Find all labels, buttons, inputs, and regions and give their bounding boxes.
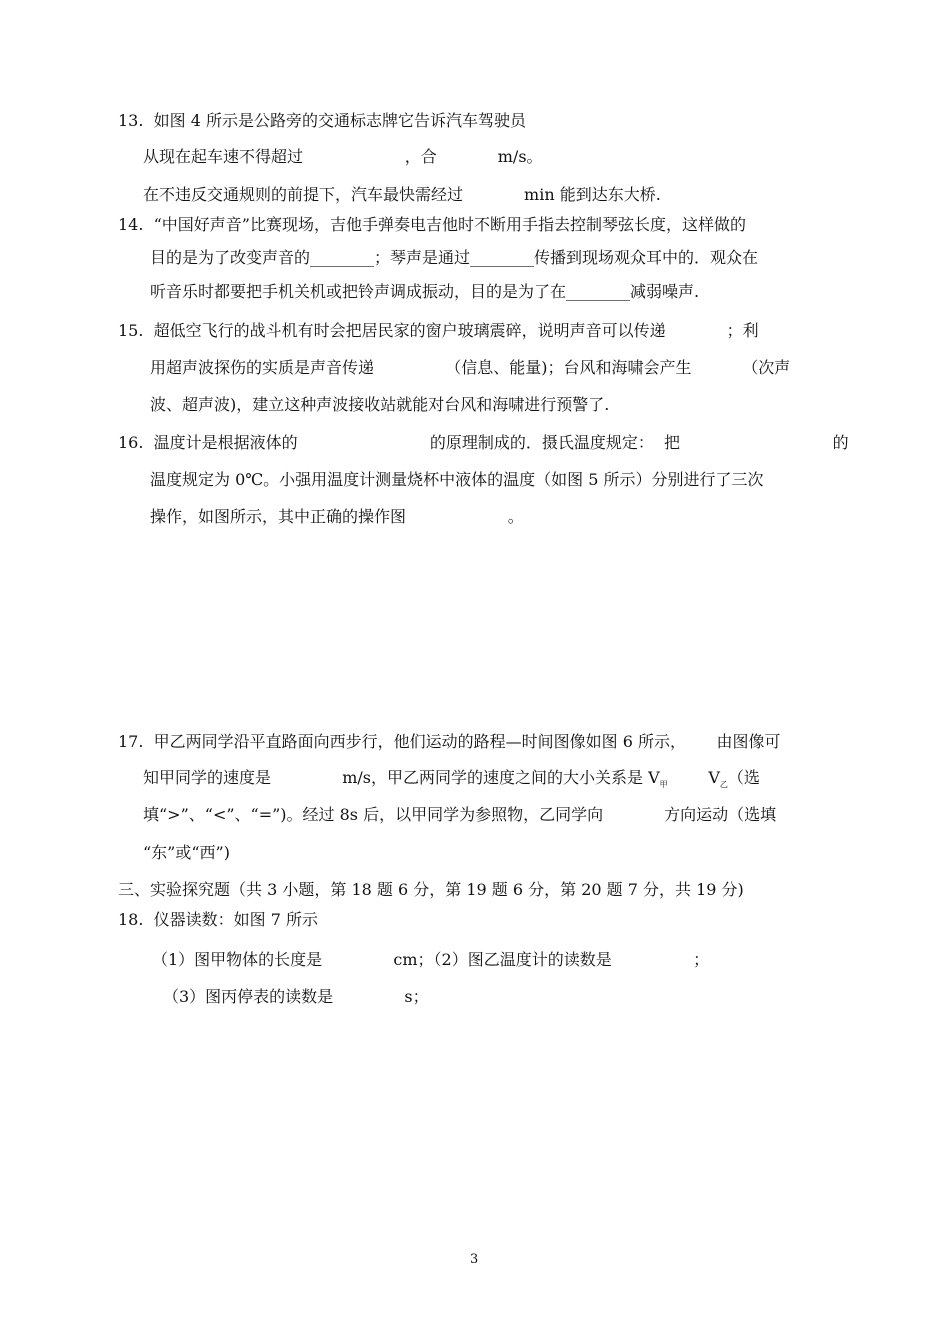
q18-line2: （1）图甲物体的长度是 cm；（2）图乙温度计的读数是 ； xyxy=(152,950,710,969)
q14-line2: 目的是为了改变声音的________；琴声是通过________传播到现场观众耳中的．观众在 xyxy=(150,248,759,267)
q17-line3: 填“>”、“<”、“=”)。经过 8s 后，以甲同学为参照物，乙同学向 方向运动（选填 xyxy=(143,805,777,824)
q15-line2: 用超声波探伤的实质是声音传递 （信息、能量)；台风和海啸会产生 （次声 xyxy=(150,358,791,377)
q15-line1: 15. 超低空飞行的战斗机有时会把居民家的窗户玻璃震碎，说明声音可以传递 ；利 xyxy=(118,321,759,340)
q14-line3: 听音乐时都要把手机关机或把铃声调成振动，目的是为了在________减弱噪声. xyxy=(150,282,700,301)
page-number: 3 xyxy=(470,1252,479,1267)
q14-line1: 14. “中国好声音”比赛现场，吉他手弹奏电吉他时不断用手指去控制琴弦长度，这样做的 xyxy=(118,215,746,234)
subscript-yi: 乙 xyxy=(719,780,728,789)
q17-line1: 17. 甲乙两同学沿平直路面向西步行，他们运动的路程—时间图像如图 6 所示， 由图像可 xyxy=(118,732,781,751)
q17-line4: “东”或“西”) xyxy=(143,843,230,862)
q15-line3: 波、超声波)，建立这种声波接收站就能对台风和海啸进行预警了. xyxy=(150,395,610,414)
q13-line2: 从现在起车速不得超过 ，合 m/s。 xyxy=(143,147,543,166)
q13-line3: 在不违反交通规则的前提下，汽车最快需经过 min 能到达东大桥. xyxy=(143,185,661,204)
q18-line1: 18. 仪器读数：如图 7 所示 xyxy=(118,910,318,929)
section-3-heading: 三、实验探究题（共 3 小题，第 18 题 6 分，第 19 题 6 分，第 20 题 7 分，共 19 分) xyxy=(118,880,744,899)
q17-line2 xyxy=(143,768,760,795)
q16-line1: 16. 温度计是根据液体的 的原理制成的．摄氏温度规定： 把 的 xyxy=(118,433,849,452)
q17-line2-text: 知甲同学的速度是 m/s，甲乙两同学的速度之间的大小关系是 V xyxy=(143,768,660,787)
q16-line2: 温度规定为 0℃。小强用温度计测量烧杯中液体的温度（如图 5 所示）分别进行了三次 xyxy=(150,470,764,489)
q13-line1: 13. 如图 4 所示是公路旁的交通标志牌它告诉汽车驾驶员 xyxy=(118,111,526,130)
subscript-jia: 甲 xyxy=(659,780,668,789)
q17-line2-v: V xyxy=(667,768,720,787)
q17-line2-end: （选 xyxy=(727,768,760,787)
q18-line3: （3）图丙停表的读数是 s； xyxy=(163,987,429,1006)
q16-line3: 操作，如图所示，其中正确的操作图 。 xyxy=(150,507,524,526)
